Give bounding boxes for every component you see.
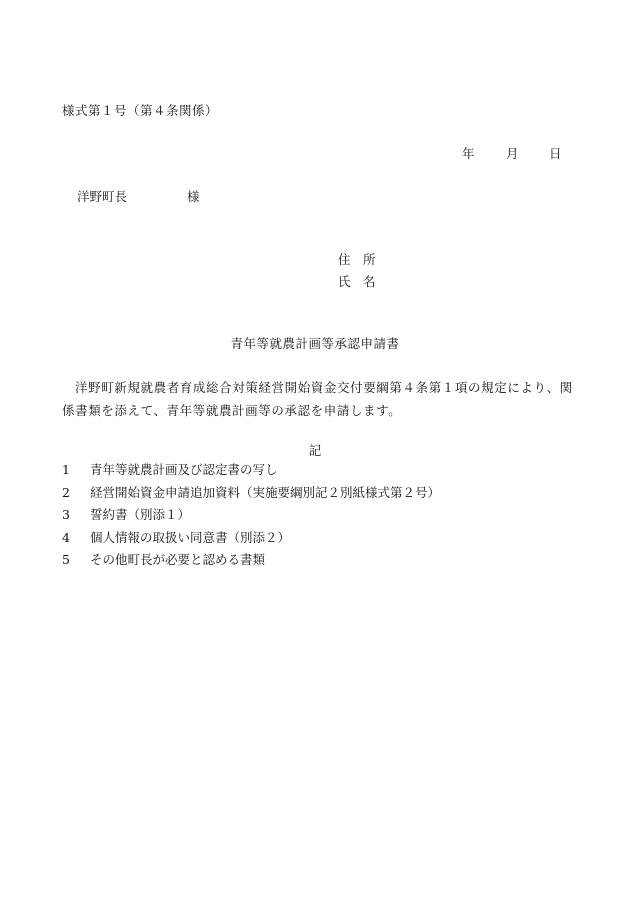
list-item [62,530,440,553]
list-item-text: 経営開始資金申請追加資料（実施要綱別記２別紙様式第２号） [90,484,441,500]
document-title: 青年等就農計画等承認申請書 [230,336,400,351]
address-label: 住 所 [338,252,376,267]
list-item-number: 4 [62,529,70,545]
list-item-number: 1 [62,462,70,477]
list-item-number: 3 [62,507,70,522]
date-year-label: 年 [462,146,475,161]
date-line [462,146,562,162]
form-number: 様式第１号（第４条関係） [62,103,219,118]
list-item [62,507,440,530]
ki-heading: 記 [308,443,322,458]
name-label: 氏 名 [338,274,376,289]
list-item-number: 2 [62,484,70,500]
list-item [62,552,440,575]
attachment-list [62,462,440,575]
list-item [62,462,440,485]
list-item-text: 誓約書（別添１） [90,507,191,522]
list-item-number: 5 [62,552,70,567]
list-item-text: 青年等就農計画及び認定書の写し [90,462,278,477]
list-item [62,485,440,508]
recipient [77,189,200,205]
recipient-name: 洋野町長 [77,189,128,204]
date-day-label: 日 [549,146,562,161]
date-month-label: 月 [506,146,519,161]
recipient-honorific: 様 [187,189,200,204]
application-body-text: 洋野町新規就農者育成総合対策経営開始資金交付要綱第４条第１項の規定により、関係書類を添えて、青年等就農計画等の承認を申請します。 [62,380,573,418]
list-item-text: その他町長が必要と認める書類 [90,552,266,567]
list-item-text: 個人情報の取扱い同意書（別添２） [90,529,291,545]
